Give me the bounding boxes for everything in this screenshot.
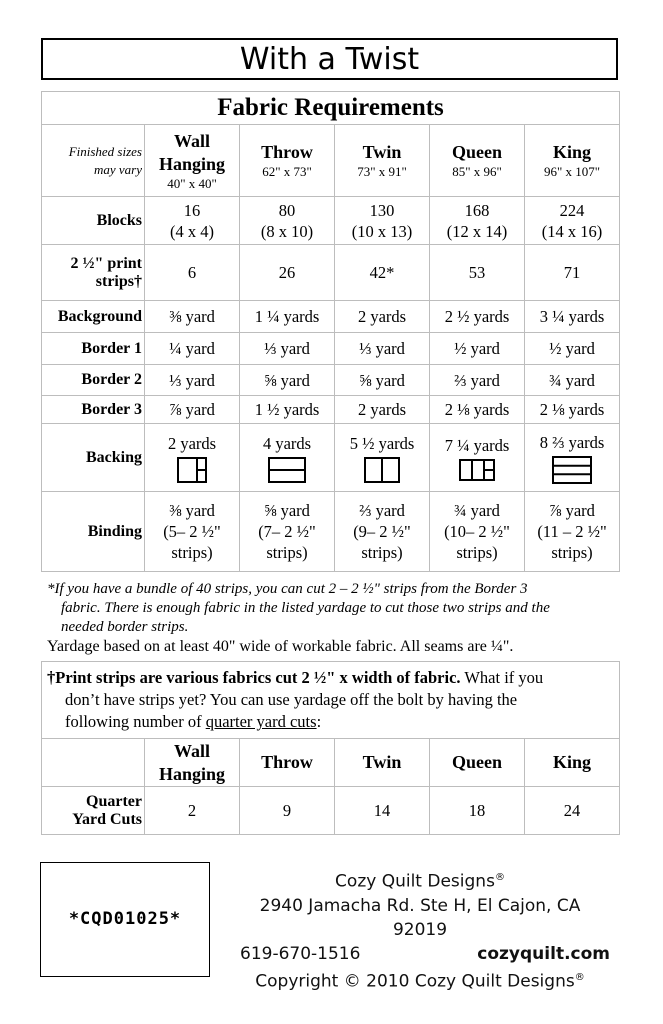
row-label: Blocks [42, 197, 145, 245]
table-cell: ⅔ yard (9– 2 ½" strips) [335, 492, 430, 572]
table-cell: ⅝ yard [240, 365, 335, 396]
table-cell: ¼ yard [145, 333, 240, 365]
table-cell: ⅓ yard [145, 365, 240, 396]
table-cell: 18 [430, 787, 525, 835]
table-cell: 53 [430, 245, 525, 301]
sizes-note: Finished sizes may vary [42, 125, 145, 197]
backing-layout-icon [364, 457, 400, 483]
table-cell: ½ yard [430, 333, 525, 365]
table-cell: 2 yards [145, 424, 240, 492]
table-cell: 26 [240, 245, 335, 301]
table-cell: ⅜ yard (5– 2 ½" strips) [145, 492, 240, 572]
row-label: Border 2 [42, 365, 145, 396]
table-cell: ¾ yard (10– 2 ½" strips) [430, 492, 525, 572]
size-header: Wall Hanging [145, 739, 240, 787]
row-label: Border 1 [42, 333, 145, 365]
table-cell: ⅜ yard [145, 301, 240, 333]
table-cell: ⅞ yard [145, 396, 240, 424]
table-cell: ¾ yard [525, 365, 620, 396]
table-cell: 224 (14 x 16) [525, 197, 620, 245]
table-cell: 80 (8 x 10) [240, 197, 335, 245]
table-cell: 42* [335, 245, 430, 301]
company-phone: 619-670-1516 [240, 943, 361, 964]
print-strips-note: †Print strips are various fabrics cut 2 ½" x width of fabric. What if you don’t have strips yet? You can use yardage off the bolt by having the following number of quarter yard cuts: [42, 662, 620, 739]
table-cell: 2 yards [335, 301, 430, 333]
size-header: King [525, 739, 620, 787]
table-cell: 130 (10 x 13) [335, 197, 430, 245]
backing-layout-icon [459, 459, 495, 481]
size-header: King 96" x 107" [525, 125, 620, 197]
table-cell: ⅓ yard [335, 333, 430, 365]
border-footnote: *If you have a bundle of 40 strips, you can cut 2 – 2 ½" strips from the Border 3 fabric. There is enough fabric in the listed yardage to cut those two strips and the needed border strips. [47, 581, 550, 635]
table-cell: ⅔ yard [430, 365, 525, 396]
copyright: Copyright © 2010 Cozy Quilt Designs [255, 971, 575, 992]
table-cell: ⅝ yard [335, 365, 430, 396]
table-cell: 6 [145, 245, 240, 301]
table-cell: 24 [525, 787, 620, 835]
company-address: 2940 Jamacha Rd. Ste H, El Cajon, CA 92019 [259, 895, 581, 940]
table-cell: 8 ⅔ yards [525, 424, 620, 492]
table-cell: 2 [145, 787, 240, 835]
row-label: Border 3 [42, 396, 145, 424]
size-header-row [42, 125, 620, 197]
table-row [42, 492, 620, 572]
table-row [42, 333, 620, 365]
table-cell: ⅝ yard (7– 2 ½" strips) [240, 492, 335, 572]
size-header-row [42, 739, 620, 787]
table-cell: 16 (4 x 4) [145, 197, 240, 245]
size-header: Twin 73" x 91" [335, 125, 430, 197]
row-label: Binding [42, 492, 145, 572]
table-cell: 2 ⅛ yards [430, 396, 525, 424]
table-row [42, 245, 620, 301]
table-cell: 2 ⅛ yards [525, 396, 620, 424]
table-row [42, 396, 620, 424]
table-cell: 7 ¼ yards [430, 424, 525, 492]
table-cell: ⅞ yard (11 – 2 ½" strips) [525, 492, 620, 572]
size-header: Queen 85" x 96" [430, 125, 525, 197]
table-row [42, 424, 620, 492]
table-cell: 3 ¼ yards [525, 301, 620, 333]
backing-layout-icon [552, 456, 592, 484]
company-website[interactable]: cozyquilt.com [477, 943, 610, 964]
size-header: Throw [240, 739, 335, 787]
table-cell: 1 ½ yards [240, 396, 335, 424]
table-cell: 5 ½ yards [335, 424, 430, 492]
table-cell: 4 yards [240, 424, 335, 492]
table-cell: 71 [525, 245, 620, 301]
table-cell: ⅓ yard [240, 333, 335, 365]
backing-layout-icon [268, 457, 306, 483]
backing-layout-icon [177, 457, 207, 483]
size-header: Throw 62" x 73" [240, 125, 335, 197]
row-label: Backing [42, 424, 145, 492]
product-code: *CQD01025* [68, 909, 182, 929]
company-info: Cozy Quilt Designs® 2940 Jamacha Rd. Ste H, El Cajon, CA 92019 619-670-1516 cozyquilt.com Copyright © 2010 Cozy Quilt Designs® [230, 866, 610, 993]
table-cell: 14 [335, 787, 430, 835]
table-row [42, 301, 620, 333]
table-cell: 1 ¼ yards [240, 301, 335, 333]
company-name: Cozy Quilt Designs [335, 871, 495, 892]
row-label: Quarter Yard Cuts [42, 787, 145, 835]
size-header: Queen [430, 739, 525, 787]
row-label: 2 ½" print strips† [42, 245, 145, 301]
size-header: Wall Hanging 40" x 40" [145, 125, 240, 197]
table-row [42, 365, 620, 396]
product-code-box [40, 862, 210, 977]
pattern-title: With a Twist [41, 38, 618, 80]
yardage-note: Yardage based on at least 40" wide of workable fabric. All seams are ¼". [47, 638, 514, 655]
table-cell: ½ yard [525, 333, 620, 365]
table-cell: 168 (12 x 14) [430, 197, 525, 245]
size-header: Twin [335, 739, 430, 787]
quarter-yard-table [41, 661, 620, 835]
row-label: Background [42, 301, 145, 333]
fabric-requirements-table [41, 91, 620, 572]
table-cell: 9 [240, 787, 335, 835]
table-cell: 2 yards [335, 396, 430, 424]
empty-cell [42, 739, 145, 787]
table-heading: Fabric Requirements [42, 92, 620, 125]
table-cell: 2 ½ yards [430, 301, 525, 333]
table-row [42, 197, 620, 245]
table-row [42, 787, 620, 835]
